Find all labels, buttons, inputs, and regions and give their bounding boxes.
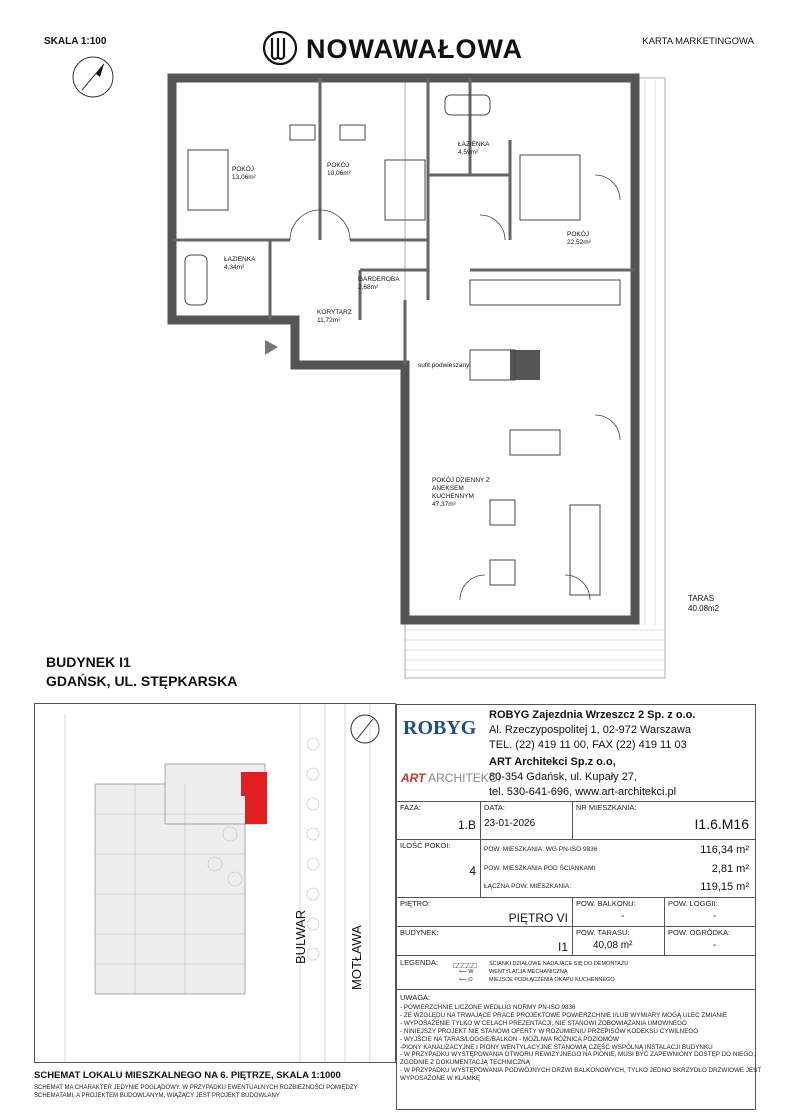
note-item: -PIONY KANALIZACYJNE I PIONY WENTYLACYJNE STANOWIĄ CZĘŚĆ WSPÓLNĄ INSTALACJI BUDYNKU [400,1043,713,1051]
note-item: - POWIERZCHNIE LICZONE WEDŁUG NORMY PN-ISO 9836 [400,1004,576,1011]
brand-name: NOWAWAŁOWA [306,34,523,64]
site-map-disclaimer: SCHEMAT MA CHARAKTER JEDYNIE POGLĄDOWY. W PRZYPADKU EWENTUALNYCH ROZBIEŻNOŚCI POMIĘDZY SCHEMATAMI, A PROJEKTEM BUDOWLANYM, WIĄŻĄCY JEST PROJEKT BUDOWLANY [34,1085,358,1099]
loggia-value: - [713,911,717,922]
info-panel [396,704,762,1110]
note-item: - ZE WZGLĘDU NA TRWAJĄCE PRACE PROJEKTOWE POWIERZCHNIE I/LUB WYMIARY MOGĄ ULEC ZMIANIE [400,1011,728,1019]
vent-icon: ⟵ W [459,969,474,975]
legend [397,955,755,990]
note-item: - WYPOSAŻENIE TYLKO W CELACH PREZENTACJI, NIE STANOWI ZOBOWIĄZANIA UMOWNEGO [400,1019,687,1027]
legend-title: LEGENDA: [400,958,438,967]
legend-item: WENTYLACJA MECHANICZNA [489,969,568,975]
room-label: POKÓJ DZIENNY Z ANEKSEM KUCHENNYM 47,37m² [432,477,491,508]
pokoje-value: 4 [469,864,476,878]
room-label: GARDEROBA 2,68m² [358,276,400,291]
room-label: ŁAZIENKA 4,59m² [458,141,490,156]
note-item: ZGODNIE Z DOKUMENTACJĄ TECHNICZNĄ [400,1059,530,1067]
pokoje-label: ILOŚĆ POKOI: [400,841,451,850]
note-item: - W PRZYPADKU WYSTĘPOWANIA OTWORU REWIZYJNEGO NA PIONIE, MUSI BYĆ ZAPEWNIONY DOSTĘP DO NIEGO, [400,1051,755,1059]
ceiling-note: sufit podwieszany [418,362,470,369]
room-label: KORYTARZ 11,72m² [317,309,352,324]
architect-name: ART Architekci Sp.z o.o, [489,756,616,768]
notes [397,993,762,1083]
loggia-label: POW. LOGGII: [668,899,718,908]
taras-value: 40,08 m² [593,940,633,951]
room-label: ŁAZIENKA 4,34m² [224,256,256,271]
pow-wg-value: 116,34 m² [700,844,749,856]
data-value: 23-01-2026 [484,818,536,829]
hatch-wall-icon [453,963,477,968]
building-address: GDAŃSK, UL. STĘPKARSKA [46,673,238,689]
developer-phone: TEL. (22) 419 11 00, FAX (22) 419 11 03 [489,739,687,751]
data-label: DATA: [484,803,505,812]
site-map-drawing [35,704,395,1062]
pow-laczna-value: 119,15 m² [700,881,749,893]
street-label: MOTŁAWA [349,925,364,990]
note-item: - WYJŚCIE NA TARAS/LOGGIE/BALKON - MOŻLIWA RÓŻNICA POZIOMÓW [400,1035,619,1043]
notes-title: UWAGA: [400,993,431,1002]
balkon-value: - [621,911,625,922]
ogrodek-value: - [713,940,717,951]
architect-address: 80-354 Gdańsk, ul. Kupały 27, [489,771,637,783]
architect-logo: ART ARCHITEKCI [401,771,501,785]
note-item: - W PRZYPADKU WYSTĘPOWANIA PODWÓJNYCH DRZWI BALKONOWYCH, TYLKO JEDNO SKRZYDŁO DRZWIOWE JEST [400,1067,762,1075]
legend-item: ŚCIANKI DZIAŁOWE NADAJĄCE SIĘ DO DEMONTAŻU [489,961,629,967]
pow-sciankami-value: 2,81 m² [711,863,749,875]
faza-value: 1.B [457,818,476,832]
note-item: WYPOSAŻONE W KLAMKĘ [400,1075,481,1083]
pow-laczna-label: ŁĄCZNA POW. MIESZKANIA: [484,883,572,890]
legend-item: MIEJSCE PODŁĄCZENIA OKAPU KUCHENNEGO [489,977,615,983]
ogrodek-label: POW. OGRÓDKA: [668,928,731,937]
nr-label: NR MIESZKANIA: [576,803,637,812]
street-label: BULWAR [293,909,308,964]
developer-logo: ROBYG [403,717,477,739]
scale-label: SKALA 1:100 [44,36,107,47]
hood-icon: ⟵ O [459,977,473,983]
pow-sciankami-label: POW. MIESZKANIA POD ŚCIANKAMI [484,865,596,872]
room-label: POKÓJ 22,52m² [567,231,591,246]
pietro-label: PIĘTRO: [400,899,431,908]
developer-address: Al. Rzeczypospolitej 1, 02-972 Warszawa [489,724,691,736]
balkon-label: POW. BALKONU: [576,899,636,908]
card-type: KARTA MARKETINGOWA [642,36,754,47]
taras-label: POW. TARASU: [576,928,630,937]
entrance-arrow [265,340,278,355]
architect-phone: tel. 530-641-696, www.art-architekci.pl [489,786,677,798]
site-map [34,703,396,1063]
note-item: - NINIEJSZY PROJEKT NIE STANOWI OFERTY W ROZUMIENIU PRZEPISÓW KODEKSU CYWILNEGO [400,1027,699,1035]
pietro-value: PIĘTRO VI [508,911,568,925]
room-label: POKÓJ 13,06m² [232,166,256,181]
nr-value: I1.6.M16 [694,816,749,832]
developer-name: ROBYG Zajezdnia Wrzeszcz 2 Sp. z o.o. [489,709,696,721]
site-map-caption: SCHEMAT LOKALU MIESZKALNEGO NA 6. PIĘTRZE, SKALA 1:1000 [34,1070,341,1081]
pow-wg-label: POW. MIESZKANIA: WG PN-ISO 9836 [484,846,598,853]
terrace-label: TARAS 40.08m2 [688,594,720,613]
building-name: BUDYNEK I1 [46,654,131,670]
room-label: POKÓJ 10,06m² [327,162,351,177]
budynek-label: BUDYNEK: [400,928,439,937]
budynek-value: I1 [557,940,568,954]
faza-label: FAZA: [400,803,421,812]
